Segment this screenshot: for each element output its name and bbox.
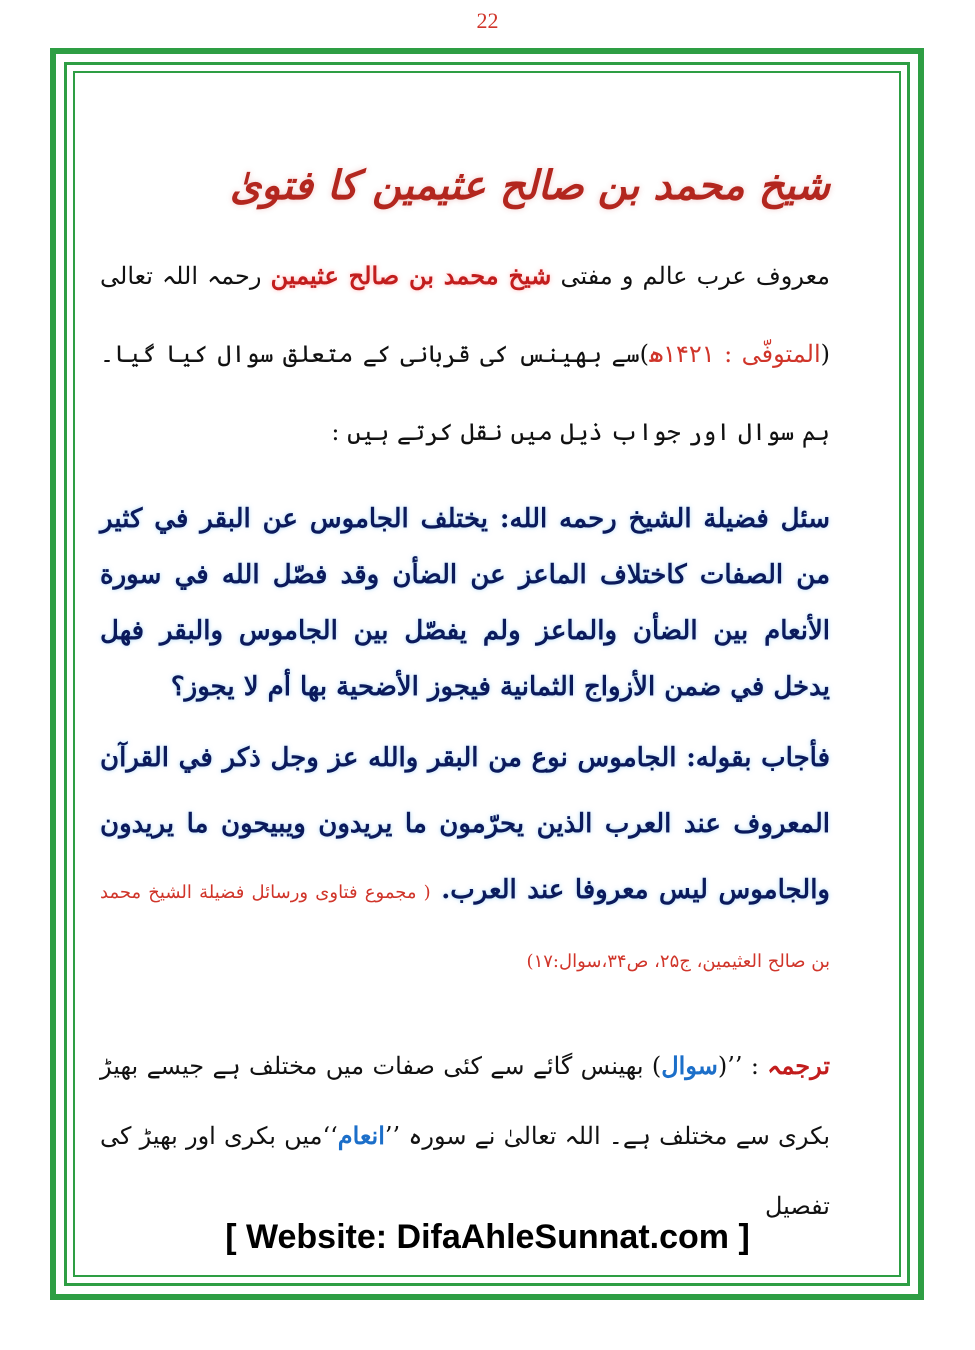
arabic-answer: فأجاب بقوله: الجاموس نوع من البقر والله عز وجل ذكر في القرآن المعروف عند العرب الذين يحرّمون ما يريدون ويبيحون ما يريدون والجاموس ليس معروفا عند العرب. <box>100 743 830 905</box>
translation-surah: انعام <box>337 1121 385 1150</box>
scholar-name: شیخ محمد بن صالح عثیمین <box>270 261 552 290</box>
arabic-question: سئل فضيلة الشيخ رحمه الله: يختلف الجاموس عن البقر في كثير من الصفات كاختلاف الماعز عن الضأن وقد فصّل الله في سورة الأنعام بين الضأن والماعز ولم يفصّل بين الجاموس والبقر فهل يدخل في ضمن الأزواج الثمانية فيجوز الأضحية بها أم لا يجوز؟ <box>100 504 830 702</box>
translation-sawal: سوال <box>661 1051 718 1080</box>
translation-paragraph <box>100 1031 830 1241</box>
page-title: شیخ محمد بن صالح عثیمین کا فتویٰ <box>229 162 830 209</box>
intro-text-1: معروف عرب عالم و مفتی <box>551 262 830 290</box>
arabic-answer-paragraph <box>100 725 830 995</box>
intro-text-3: )سے بھینس کی قربانی کے متعلق سوال کیا گیا۔ ہم سوال اور جواب ذیل میں نقل کرتے ہیں : <box>100 340 830 446</box>
page-number: 22 <box>476 8 499 33</box>
reference-citation: ( مجموع فتاوی ورسائل فضیلة الشیخ محمد بن صالح العثیمین، ج۲۵، ص۳۴،سوال:۱۷) <box>100 882 830 972</box>
death-date: المتوفّی : ۱۴۲۱ھ <box>649 340 821 368</box>
content-body <box>100 140 830 1241</box>
translation-label: ترجمہ <box>767 1051 830 1080</box>
translation-text-3: ‘‘میں بکری اور بھیڑ کی تفصیل <box>100 1122 830 1220</box>
intro-text-2: رحمہ اللہ تعالی ( <box>100 262 830 368</box>
intro-paragraph <box>100 237 830 471</box>
website-footer: [ Website: DifaAhleSunnat.com ] <box>225 1218 750 1256</box>
translation-text-1: : ’’( <box>717 1052 768 1080</box>
translation-text-2: ) بھینس گائے سے کئی صفات میں مختلف ہے جیسے بھیڑ بکری سے مختلف ہے۔ اللہ تعالیٰ نے سورہ ’’ <box>100 1052 830 1150</box>
